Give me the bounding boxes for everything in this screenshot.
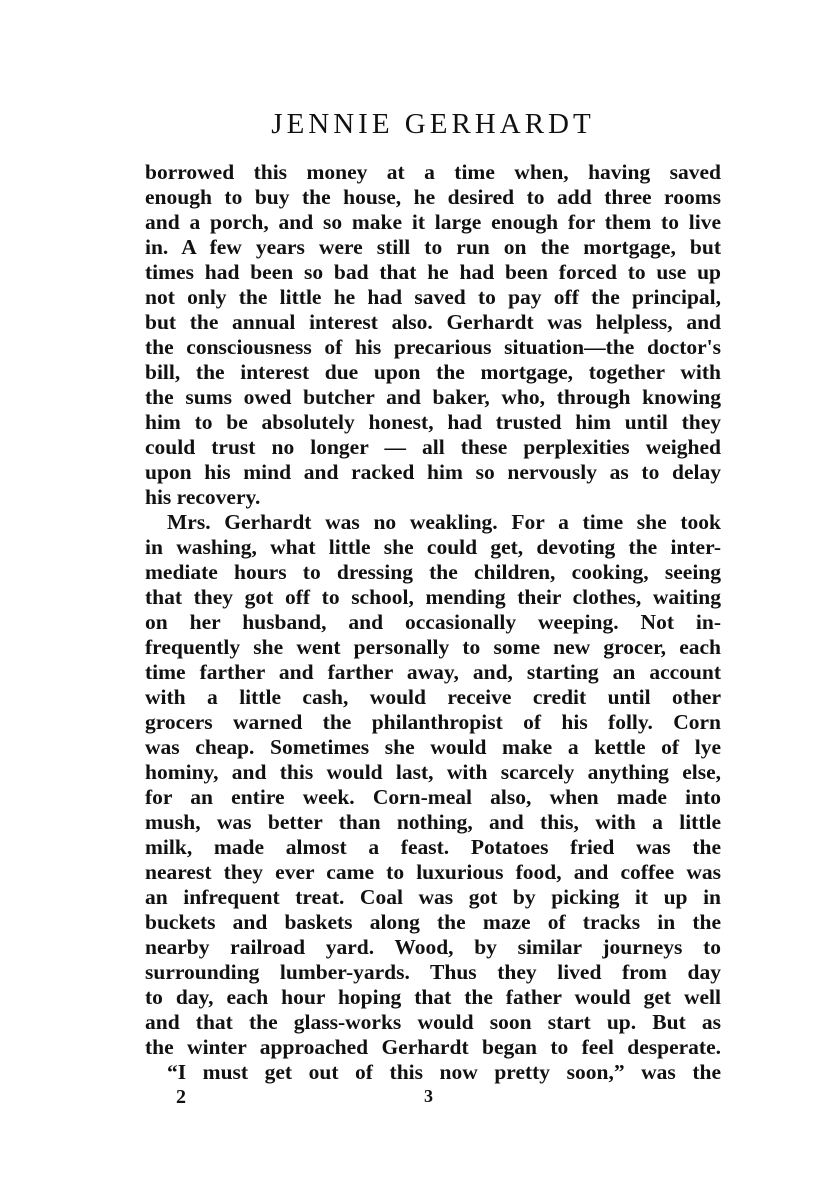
text-line: mush, was better than nothing, and this, with a little [145,810,721,834]
text-line: the sums owed butcher and baker, who, through knowing [145,385,721,409]
signature-mark: 3 [424,1086,433,1106]
text-line: was cheap. Sometimes she would make a kettle of lye [145,735,721,759]
text-line: not only the little he had saved to pay off the principal, [145,285,721,309]
text-line: the consciousness of his precarious situation—the doctor's [145,335,721,359]
text-line: to day, each hour hoping that the father would get well [145,985,721,1009]
text-line: the winter approached Gerhardt began to feel desperate. [145,1035,721,1059]
text-line: milk, made almost a feast. Potatoes fried was the [145,835,721,859]
text-line: and that the glass-works would soon start up. But as [145,1010,721,1034]
text-line: his recovery. [145,485,261,509]
text-line: nearest they ever came to luxurious food, and coffee was [145,860,721,884]
text-line: but the annual interest also. Gerhardt was helpless, and [145,310,721,334]
text-line: and a porch, and so make it large enough for them to live [145,210,721,234]
text-line: him to be absolutely honest, had trusted him until they [145,410,721,434]
text-line: time farther and farther away, and, starting an account [145,660,721,684]
text-line: with a little cash, would receive credit until other [145,685,721,709]
text-line: an infrequent treat. Coal was got by picking it up in [145,885,721,909]
text-line: for an entire week. Corn-meal also, when made into [145,785,721,809]
text-line: grocers warned the philanthropist of his folly. Corn [145,710,721,734]
folio-number: 2 [176,1086,186,1108]
text-line: hominy, and this would last, with scarcely anything else, [145,760,721,784]
text-line: borrowed this money at a time when, having saved [145,160,721,184]
text-line: in washing, what little she could get, devoting the inter- [145,535,721,559]
text-line: mediate hours to dressing the children, cooking, seeing [145,560,721,584]
text-line: enough to buy the house, he desired to add three rooms [145,185,721,209]
text-line: in. A few years were still to run on the mortgage, but [145,235,721,259]
text-line: that they got off to school, mending their clothes, waiting [145,585,721,609]
text-line: could trust no longer — all these perplexities weighed [145,435,721,459]
text-line: buckets and baskets along the maze of tracks in the [145,910,721,934]
text-line: bill, the interest due upon the mortgage, together with [145,360,721,384]
text-line: nearby railroad yard. Wood, by similar journeys to [145,935,721,959]
body-text [145,160,721,1085]
text-line: upon his mind and racked him so nervously as to delay [145,460,721,484]
text-line: on her husband, and occasionally weeping. Not in- [145,610,721,634]
paragraph-start-line: Mrs. Gerhardt was no weakling. For a time she took [167,510,721,534]
text-line: surrounding lumber-yards. Thus they lived from day [145,960,721,984]
paragraph-start-line: “I must get out of this now pretty soon,” was the [167,1060,721,1084]
text-line: frequently she went personally to some new grocer, each [145,635,721,659]
running-head-title: JENNIE GERHARDT [271,108,595,140]
text-line: times had been so bad that he had been forced to use up [145,260,721,284]
